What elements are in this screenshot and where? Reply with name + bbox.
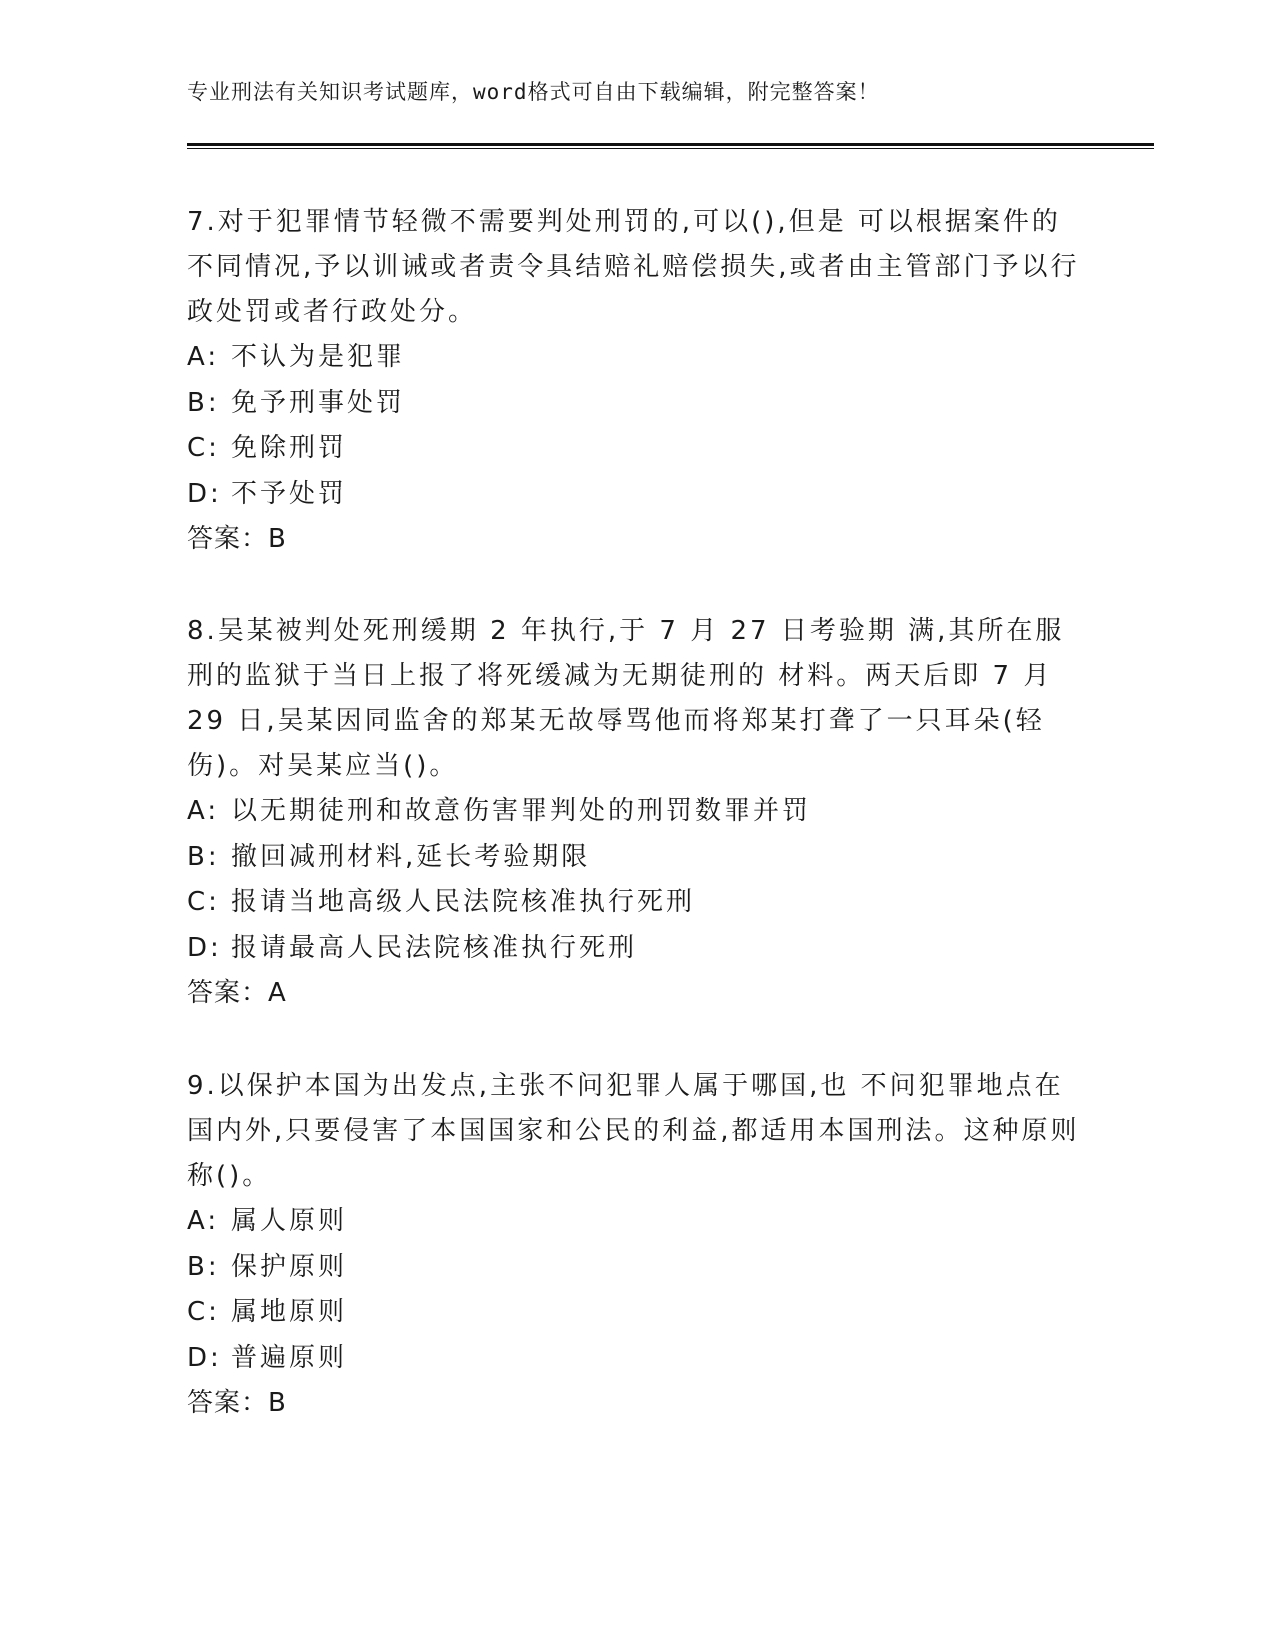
option-b <box>187 835 1087 881</box>
option-letter: B: <box>187 1251 220 1282</box>
option-text: 报请最高人民法院核准执行死刑 <box>231 932 638 963</box>
option-d <box>187 926 1087 972</box>
option-a <box>187 1199 1087 1245</box>
answer-line: 答案：B <box>187 1388 287 1418</box>
answer-line: 答案：A <box>187 978 287 1008</box>
option-d <box>187 1336 1087 1382</box>
option-c <box>187 426 1087 472</box>
option-letter: C: <box>187 433 220 463</box>
option-d <box>187 472 1087 518</box>
option-letter: C: <box>187 887 220 917</box>
option-text: 属地原则 <box>231 1297 348 1327</box>
question-stem: 7.对于犯罪情节轻微不需要判处刑罚的,可以(),但是 可以根据案件的不同情况,予以训诫或者责令具结赔礼赔偿损失,或者由主管部门予以行政处罚或者行政处分。 <box>187 207 1080 327</box>
option-text: 免除刑罚 <box>231 433 348 463</box>
option-text: 不认为是犯罪 <box>231 342 406 372</box>
option-text: 保护原则 <box>231 1251 348 1282</box>
option-letter: C: <box>187 1297 220 1327</box>
question-7 <box>187 200 1087 562</box>
page-header: 专业刑法有关知识考试题库，word格式可自由下载编辑，附完整答案！ <box>187 80 880 104</box>
option-a <box>187 335 1087 381</box>
question-stem: 9.以保护本国为出发点,主张不问犯罪人属于哪国,也 不问犯罪地点在国内外,只要侵害了本国国家和公民的利益,都适用本国刑法。这种原则称()。 <box>187 1071 1080 1191</box>
option-b <box>187 1245 1087 1291</box>
option-letter: D: <box>187 478 222 509</box>
question-stem: 8.吴某被判处死刑缓期 2 年执行,于 7 月 27 日考验期 满,其所在服刑的监狱于当日上报了将死缓减为无期徒刑的 材料。两天后即 7 月 29 日,吴某因同监舍的郑某无故辱骂他而将郑某打聋了一只耳朵(轻伤)。对吴某应当()。 <box>187 616 1065 781</box>
option-text: 不予处罚 <box>231 478 348 509</box>
option-text: 报请当地高级人民法院核准执行死刑 <box>231 887 696 917</box>
option-text: 以无期徒刑和故意伤害罪判处的刑罚数罪并罚 <box>231 796 812 826</box>
option-text: 撤回减刑材料,延长考验期限 <box>231 841 591 872</box>
option-b <box>187 381 1087 427</box>
option-a <box>187 789 1087 835</box>
option-text: 免予刑事处罚 <box>231 387 406 418</box>
option-letter: A: <box>187 796 220 826</box>
option-c <box>187 1290 1087 1336</box>
option-letter: B: <box>187 841 220 872</box>
answer-line: 答案：B <box>187 524 287 554</box>
question-9 <box>187 1064 1087 1426</box>
option-letter: D: <box>187 1342 222 1373</box>
question-8 <box>187 609 1087 1016</box>
option-text: 普遍原则 <box>231 1342 348 1373</box>
option-text: 属人原则 <box>231 1206 348 1236</box>
option-letter: B: <box>187 387 220 418</box>
option-c <box>187 880 1087 926</box>
option-letter: D: <box>187 932 222 963</box>
option-letter: A: <box>187 342 220 372</box>
option-letter: A: <box>187 1206 220 1236</box>
header-divider <box>187 143 1154 146</box>
